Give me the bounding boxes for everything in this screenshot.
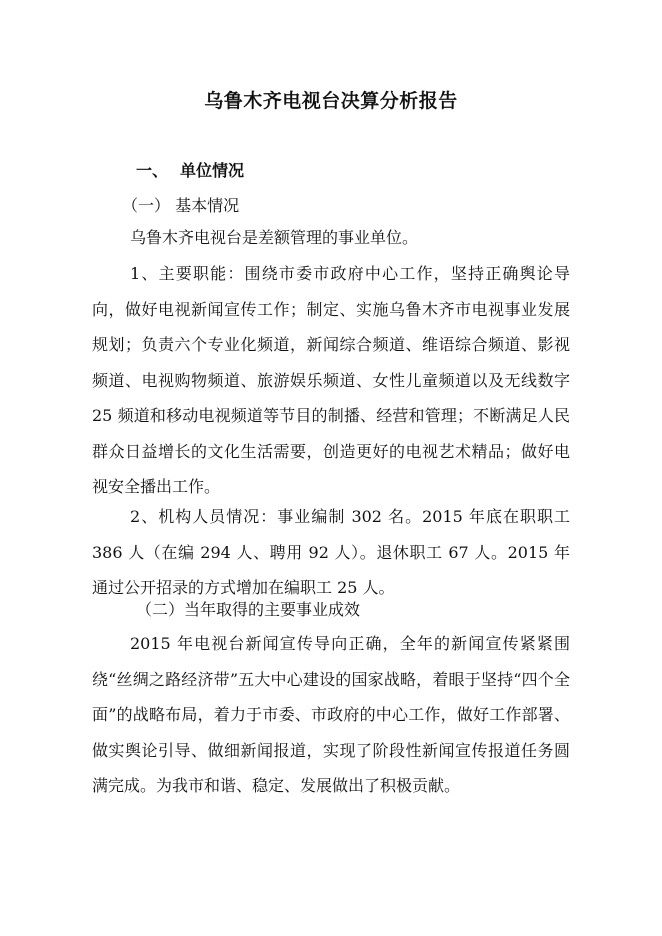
paragraph-achievements: 2015 年电视台新闻宣传导向正确，全年的新闻宣传紧紧围绕“丝绸之路经济带”五大中心建设的国家战略，着眼于坚持“四个全面”的战略布局，着力于市委、市政府的中心工作，做好工作部署、做实舆论引导、做细新闻报道，实现了阶段性新闻宣传报道任务圆满完成。为我市和谐、稳定、发展做出了积极贡献。 xyxy=(92,634,570,795)
document-title: 乌鲁木齐电视台决算分析报告 xyxy=(204,90,458,112)
paragraph-staffing: 2、机构人员情况：事业编制 302 名。2015 年底在职职工 386 人（在编 294 人、聘用 92 人）。退休职工 67 人。2015 年通过公开招录的方式增加在编职工 25 人。 xyxy=(92,507,570,597)
section-heading-unit-info xyxy=(136,158,244,181)
subsection-heading-achievements: （二）当年取得的主要事业成效 xyxy=(136,600,361,619)
section-number: 一、 xyxy=(136,161,169,180)
paragraph-basic-info: 乌鲁木齐电视台是差额管理的事业单位。 xyxy=(130,228,419,247)
section-title: 单位情况 xyxy=(180,161,245,180)
subsection-heading-basic-info: （一） 基本情况 xyxy=(122,196,240,215)
paragraph-main-duties: 1、主要职能：围绕市委市政府中心工作，坚持正确舆论导向，做好电视新闻宣传工作；制定、实施乌鲁木齐市电视事业发展规划；负责六个专业化频道，新闻综合频道、维语综合频道、影视频道、电视购物频道、旅游娱乐频道、女性儿童频道以及无线数字 25 频道和移动电视频道等节目的制播、经营和管理；不断满足人民群众日益增长的文化生活需要，创造更好的电视艺术精品；做好电视安全播出工作。 xyxy=(92,264,570,496)
